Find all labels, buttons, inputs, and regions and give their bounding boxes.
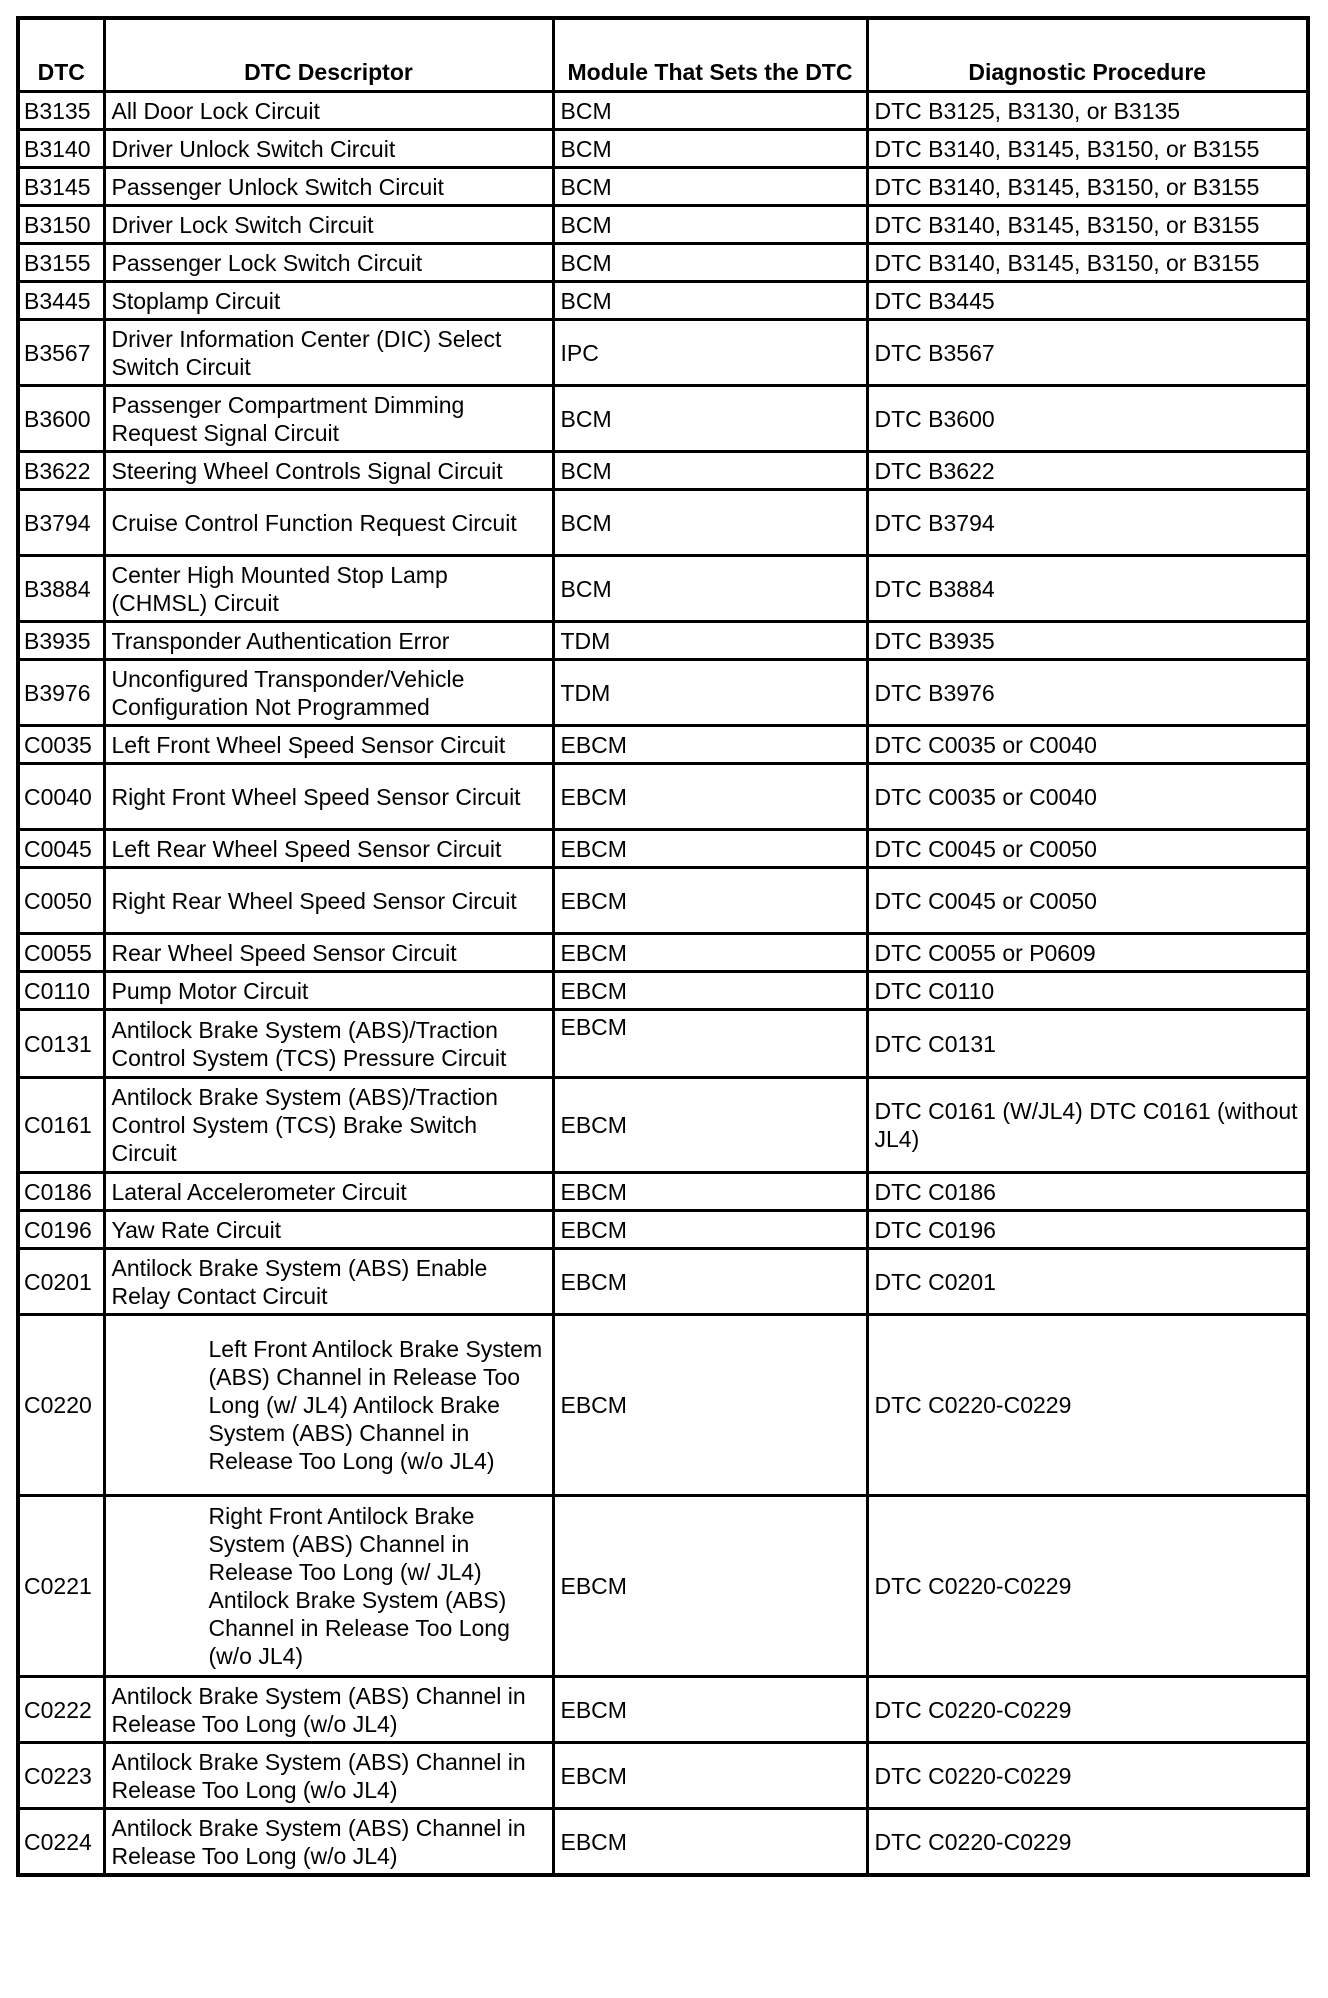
dtc-descriptor: Cruise Control Function Request Circuit: [104, 490, 553, 556]
dtc-procedure: DTC C0196: [867, 1211, 1308, 1249]
dtc-descriptor: Right Front Antilock Brake System (ABS) Channel in Release Too Long (w/ JL4) Antilock Brake System (ABS) Channel in Release Too Long (w/o JL4): [104, 1496, 553, 1677]
dtc-module: BCM: [553, 282, 867, 320]
dtc-code: C0223: [18, 1743, 104, 1809]
table-row: [18, 1249, 1308, 1315]
table-row: [18, 868, 1308, 934]
dtc-code: C0110: [18, 972, 104, 1010]
dtc-code: C0201: [18, 1249, 104, 1315]
dtc-code: B3445: [18, 282, 104, 320]
dtc-module: EBCM: [553, 868, 867, 934]
dtc-descriptor: Passenger Lock Switch Circuit: [104, 244, 553, 282]
table-row: [18, 1211, 1308, 1249]
dtc-module: TDM: [553, 660, 867, 726]
dtc-module: BCM: [553, 168, 867, 206]
dtc-procedure: DTC B3140, B3145, B3150, or B3155: [867, 130, 1308, 168]
dtc-module: EBCM: [553, 1743, 867, 1809]
dtc-code: C0055: [18, 934, 104, 972]
table-row: [18, 726, 1308, 764]
dtc-procedure: DTC B3140, B3145, B3150, or B3155: [867, 168, 1308, 206]
dtc-descriptor: Stoplamp Circuit: [104, 282, 553, 320]
table-row: [18, 934, 1308, 972]
dtc-code: C0186: [18, 1173, 104, 1211]
dtc-module: EBCM: [553, 726, 867, 764]
dtc-code: B3976: [18, 660, 104, 726]
dtc-module: BCM: [553, 92, 867, 130]
dtc-descriptor: Passenger Unlock Switch Circuit: [104, 168, 553, 206]
dtc-code: C0222: [18, 1677, 104, 1743]
table-row: [18, 92, 1308, 130]
dtc-code: B3567: [18, 320, 104, 386]
table-row: [18, 660, 1308, 726]
dtc-module: IPC: [553, 320, 867, 386]
dtc-procedure: DTC C0131: [867, 1010, 1308, 1078]
dtc-code: B3884: [18, 556, 104, 622]
table-row: [18, 490, 1308, 556]
dtc-module: EBCM: [553, 1173, 867, 1211]
table-row: [18, 320, 1308, 386]
dtc-module: EBCM: [553, 1496, 867, 1677]
dtc-descriptor: Left Front Wheel Speed Sensor Circuit: [104, 726, 553, 764]
dtc-procedure: DTC C0035 or C0040: [867, 764, 1308, 830]
dtc-code: C0050: [18, 868, 104, 934]
dtc-module: EBCM: [553, 830, 867, 868]
dtc-module: EBCM: [553, 972, 867, 1010]
dtc-procedure: DTC C0110: [867, 972, 1308, 1010]
dtc-descriptor: Pump Motor Circuit: [104, 972, 553, 1010]
dtc-code: C0161: [18, 1078, 104, 1173]
dtc-code: B3794: [18, 490, 104, 556]
table-row: [18, 1743, 1308, 1809]
dtc-procedure: DTC B3600: [867, 386, 1308, 452]
dtc-descriptor: Antilock Brake System (ABS) Enable Relay Contact Circuit: [104, 1249, 553, 1315]
dtc-module: BCM: [553, 206, 867, 244]
dtc-descriptor: Unconfigured Transponder/Vehicle Configuration Not Programmed: [104, 660, 553, 726]
dtc-procedure: DTC B3567: [867, 320, 1308, 386]
dtc-code: C0035: [18, 726, 104, 764]
table-row: [18, 206, 1308, 244]
dtc-descriptor: Antilock Brake System (ABS)/Traction Control System (TCS) Pressure Circuit: [104, 1010, 553, 1078]
table-row: [18, 1809, 1308, 1876]
dtc-module: BCM: [553, 386, 867, 452]
table-row: [18, 1173, 1308, 1211]
dtc-procedure: DTC B3140, B3145, B3150, or B3155: [867, 206, 1308, 244]
dtc-code: C0131: [18, 1010, 104, 1078]
dtc-module: EBCM: [553, 1809, 867, 1876]
dtc-procedure: DTC B3935: [867, 622, 1308, 660]
dtc-procedure: DTC B3622: [867, 452, 1308, 490]
table-row: [18, 764, 1308, 830]
dtc-code: C0220: [18, 1315, 104, 1496]
table-row: [18, 282, 1308, 320]
dtc-descriptor: Right Rear Wheel Speed Sensor Circuit: [104, 868, 553, 934]
dtc-procedure: DTC C0220-C0229: [867, 1743, 1308, 1809]
table-row: [18, 622, 1308, 660]
dtc-descriptor: Driver Information Center (DIC) Select Switch Circuit: [104, 320, 553, 386]
dtc-module: BCM: [553, 130, 867, 168]
dtc-descriptor: Driver Unlock Switch Circuit: [104, 130, 553, 168]
dtc-procedure: DTC C0055 or P0609: [867, 934, 1308, 972]
table-row: [18, 1010, 1308, 1078]
header-module: Module That Sets the DTC: [553, 18, 867, 92]
dtc-code: C0040: [18, 764, 104, 830]
dtc-descriptor: Antilock Brake System (ABS) Channel in Release Too Long (w/o JL4): [104, 1677, 553, 1743]
dtc-module: BCM: [553, 452, 867, 490]
dtc-procedure: DTC B3445: [867, 282, 1308, 320]
table-row: [18, 130, 1308, 168]
table-row: [18, 830, 1308, 868]
dtc-descriptor: Antilock Brake System (ABS) Channel in Release Too Long (w/o JL4): [104, 1809, 553, 1876]
dtc-code: C0045: [18, 830, 104, 868]
dtc-module: BCM: [553, 490, 867, 556]
dtc-code: B3150: [18, 206, 104, 244]
dtc-module: EBCM: [553, 1315, 867, 1496]
dtc-procedure: DTC B3884: [867, 556, 1308, 622]
dtc-procedure: DTC B3794: [867, 490, 1308, 556]
dtc-module: EBCM: [553, 1078, 867, 1173]
dtc-descriptor: Right Front Wheel Speed Sensor Circuit: [104, 764, 553, 830]
table-row: [18, 1078, 1308, 1173]
dtc-code: B3935: [18, 622, 104, 660]
dtc-procedure: DTC C0201: [867, 1249, 1308, 1315]
table-row: [18, 452, 1308, 490]
dtc-procedure: DTC B3140, B3145, B3150, or B3155: [867, 244, 1308, 282]
table-row: [18, 1496, 1308, 1677]
dtc-code: C0196: [18, 1211, 104, 1249]
dtc-module: EBCM: [553, 1010, 867, 1078]
dtc-code: B3155: [18, 244, 104, 282]
dtc-procedure: DTC C0045 or C0050: [867, 830, 1308, 868]
dtc-procedure: DTC C0045 or C0050: [867, 868, 1308, 934]
header-descriptor: DTC Descriptor: [104, 18, 553, 92]
dtc-descriptor: All Door Lock Circuit: [104, 92, 553, 130]
dtc-code: B3622: [18, 452, 104, 490]
dtc-descriptor: Lateral Accelerometer Circuit: [104, 1173, 553, 1211]
dtc-module: EBCM: [553, 1211, 867, 1249]
table-row: [18, 972, 1308, 1010]
dtc-module: EBCM: [553, 1249, 867, 1315]
header-procedure: Diagnostic Procedure: [867, 18, 1308, 92]
dtc-descriptor: Antilock Brake System (ABS)/Traction Control System (TCS) Brake Switch Circuit: [104, 1078, 553, 1173]
dtc-module: EBCM: [553, 1677, 867, 1743]
table-row: [18, 386, 1308, 452]
dtc-module: TDM: [553, 622, 867, 660]
dtc-descriptor: Passenger Compartment Dimming Request Signal Circuit: [104, 386, 553, 452]
dtc-procedure: DTC C0220-C0229: [867, 1677, 1308, 1743]
dtc-descriptor: Transponder Authentication Error: [104, 622, 553, 660]
table-row: [18, 244, 1308, 282]
dtc-table: [16, 16, 1310, 1877]
dtc-procedure: DTC C0186: [867, 1173, 1308, 1211]
table-row: [18, 556, 1308, 622]
dtc-descriptor: Driver Lock Switch Circuit: [104, 206, 553, 244]
header-row: [18, 18, 1308, 92]
dtc-procedure: DTC C0035 or C0040: [867, 726, 1308, 764]
dtc-procedure: DTC C0220-C0229: [867, 1809, 1308, 1876]
dtc-code: B3600: [18, 386, 104, 452]
table-row: [18, 168, 1308, 206]
table-row: [18, 1677, 1308, 1743]
dtc-module: EBCM: [553, 934, 867, 972]
dtc-procedure: DTC C0161 (W/JL4) DTC C0161 (without JL4): [867, 1078, 1308, 1173]
dtc-descriptor: Rear Wheel Speed Sensor Circuit: [104, 934, 553, 972]
dtc-procedure: DTC C0220-C0229: [867, 1315, 1308, 1496]
dtc-descriptor: Left Front Antilock Brake System (ABS) Channel in Release Too Long (w/ JL4) Antilock Brake System (ABS) Channel in Release Too Long (w/o JL4): [104, 1315, 553, 1496]
dtc-module: BCM: [553, 244, 867, 282]
dtc-descriptor: Yaw Rate Circuit: [104, 1211, 553, 1249]
table-row: [18, 1315, 1308, 1496]
header-dtc: DTC: [18, 18, 104, 92]
dtc-module: BCM: [553, 556, 867, 622]
dtc-procedure: DTC C0220-C0229: [867, 1496, 1308, 1677]
dtc-procedure: DTC B3976: [867, 660, 1308, 726]
dtc-procedure: DTC B3125, B3130, or B3135: [867, 92, 1308, 130]
dtc-code: C0221: [18, 1496, 104, 1677]
dtc-descriptor: Center High Mounted Stop Lamp (CHMSL) Circuit: [104, 556, 553, 622]
dtc-code: B3140: [18, 130, 104, 168]
dtc-code: B3145: [18, 168, 104, 206]
dtc-descriptor: Antilock Brake System (ABS) Channel in Release Too Long (w/o JL4): [104, 1743, 553, 1809]
dtc-descriptor: Left Rear Wheel Speed Sensor Circuit: [104, 830, 553, 868]
dtc-code: C0224: [18, 1809, 104, 1876]
dtc-module: EBCM: [553, 764, 867, 830]
dtc-code: B3135: [18, 92, 104, 130]
dtc-descriptor: Steering Wheel Controls Signal Circuit: [104, 452, 553, 490]
